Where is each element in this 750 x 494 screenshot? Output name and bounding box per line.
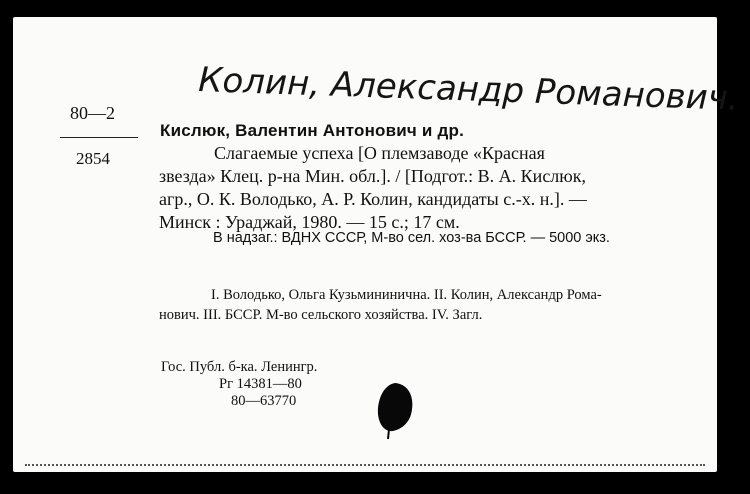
tracing-line: I. Володько, Ольга Кузьмининична. II. Колин, Александр Рома- xyxy=(211,287,602,303)
ink-blot-mark xyxy=(375,381,415,441)
catalog-card xyxy=(13,17,740,472)
shelf-number-top: 80—2 xyxy=(70,103,115,123)
entry-heading: Кислюк, Валентин Антонович и др. xyxy=(160,121,464,140)
handwritten-name-annotation xyxy=(197,47,740,119)
shelf-number-divider xyxy=(60,137,138,138)
library-record-number: Рг 14381—80 xyxy=(219,376,302,392)
library-name: Гос. Публ. б-ка. Ленингр. xyxy=(161,359,318,375)
entry-line: Минск : Ураджай, 1980. — 15 с.; 17 см. xyxy=(159,212,460,232)
entry-line: Слагаемые успеха [О племзаводе «Красная xyxy=(214,143,545,163)
library-card-number: 80—63770 xyxy=(231,393,297,409)
entry-description xyxy=(159,142,715,234)
library-info xyxy=(161,359,317,410)
handwritten-text: Колин, Александр Романович. xyxy=(197,60,740,119)
entry-note: В надзаг.: ВДНХ СССР, М-во сел. хоз-ва БССР. — 5000 экз. xyxy=(213,230,610,246)
tracings xyxy=(159,285,715,325)
shelf-number-bottom: 2854 xyxy=(76,149,110,168)
card-bottom-edge xyxy=(25,458,705,466)
entry-line: звезда» Клец. р-на Мин. обл.]. / [Подгот.: В. А. Кислюк, xyxy=(159,166,586,186)
tracing-line: нович. III. БССР. М-во сельского хозяйства. IV. Загл. xyxy=(159,307,483,323)
entry-line: агр., О. К. Володько, А. Р. Колин, кандидаты с.-х. н.]. — xyxy=(159,189,587,209)
